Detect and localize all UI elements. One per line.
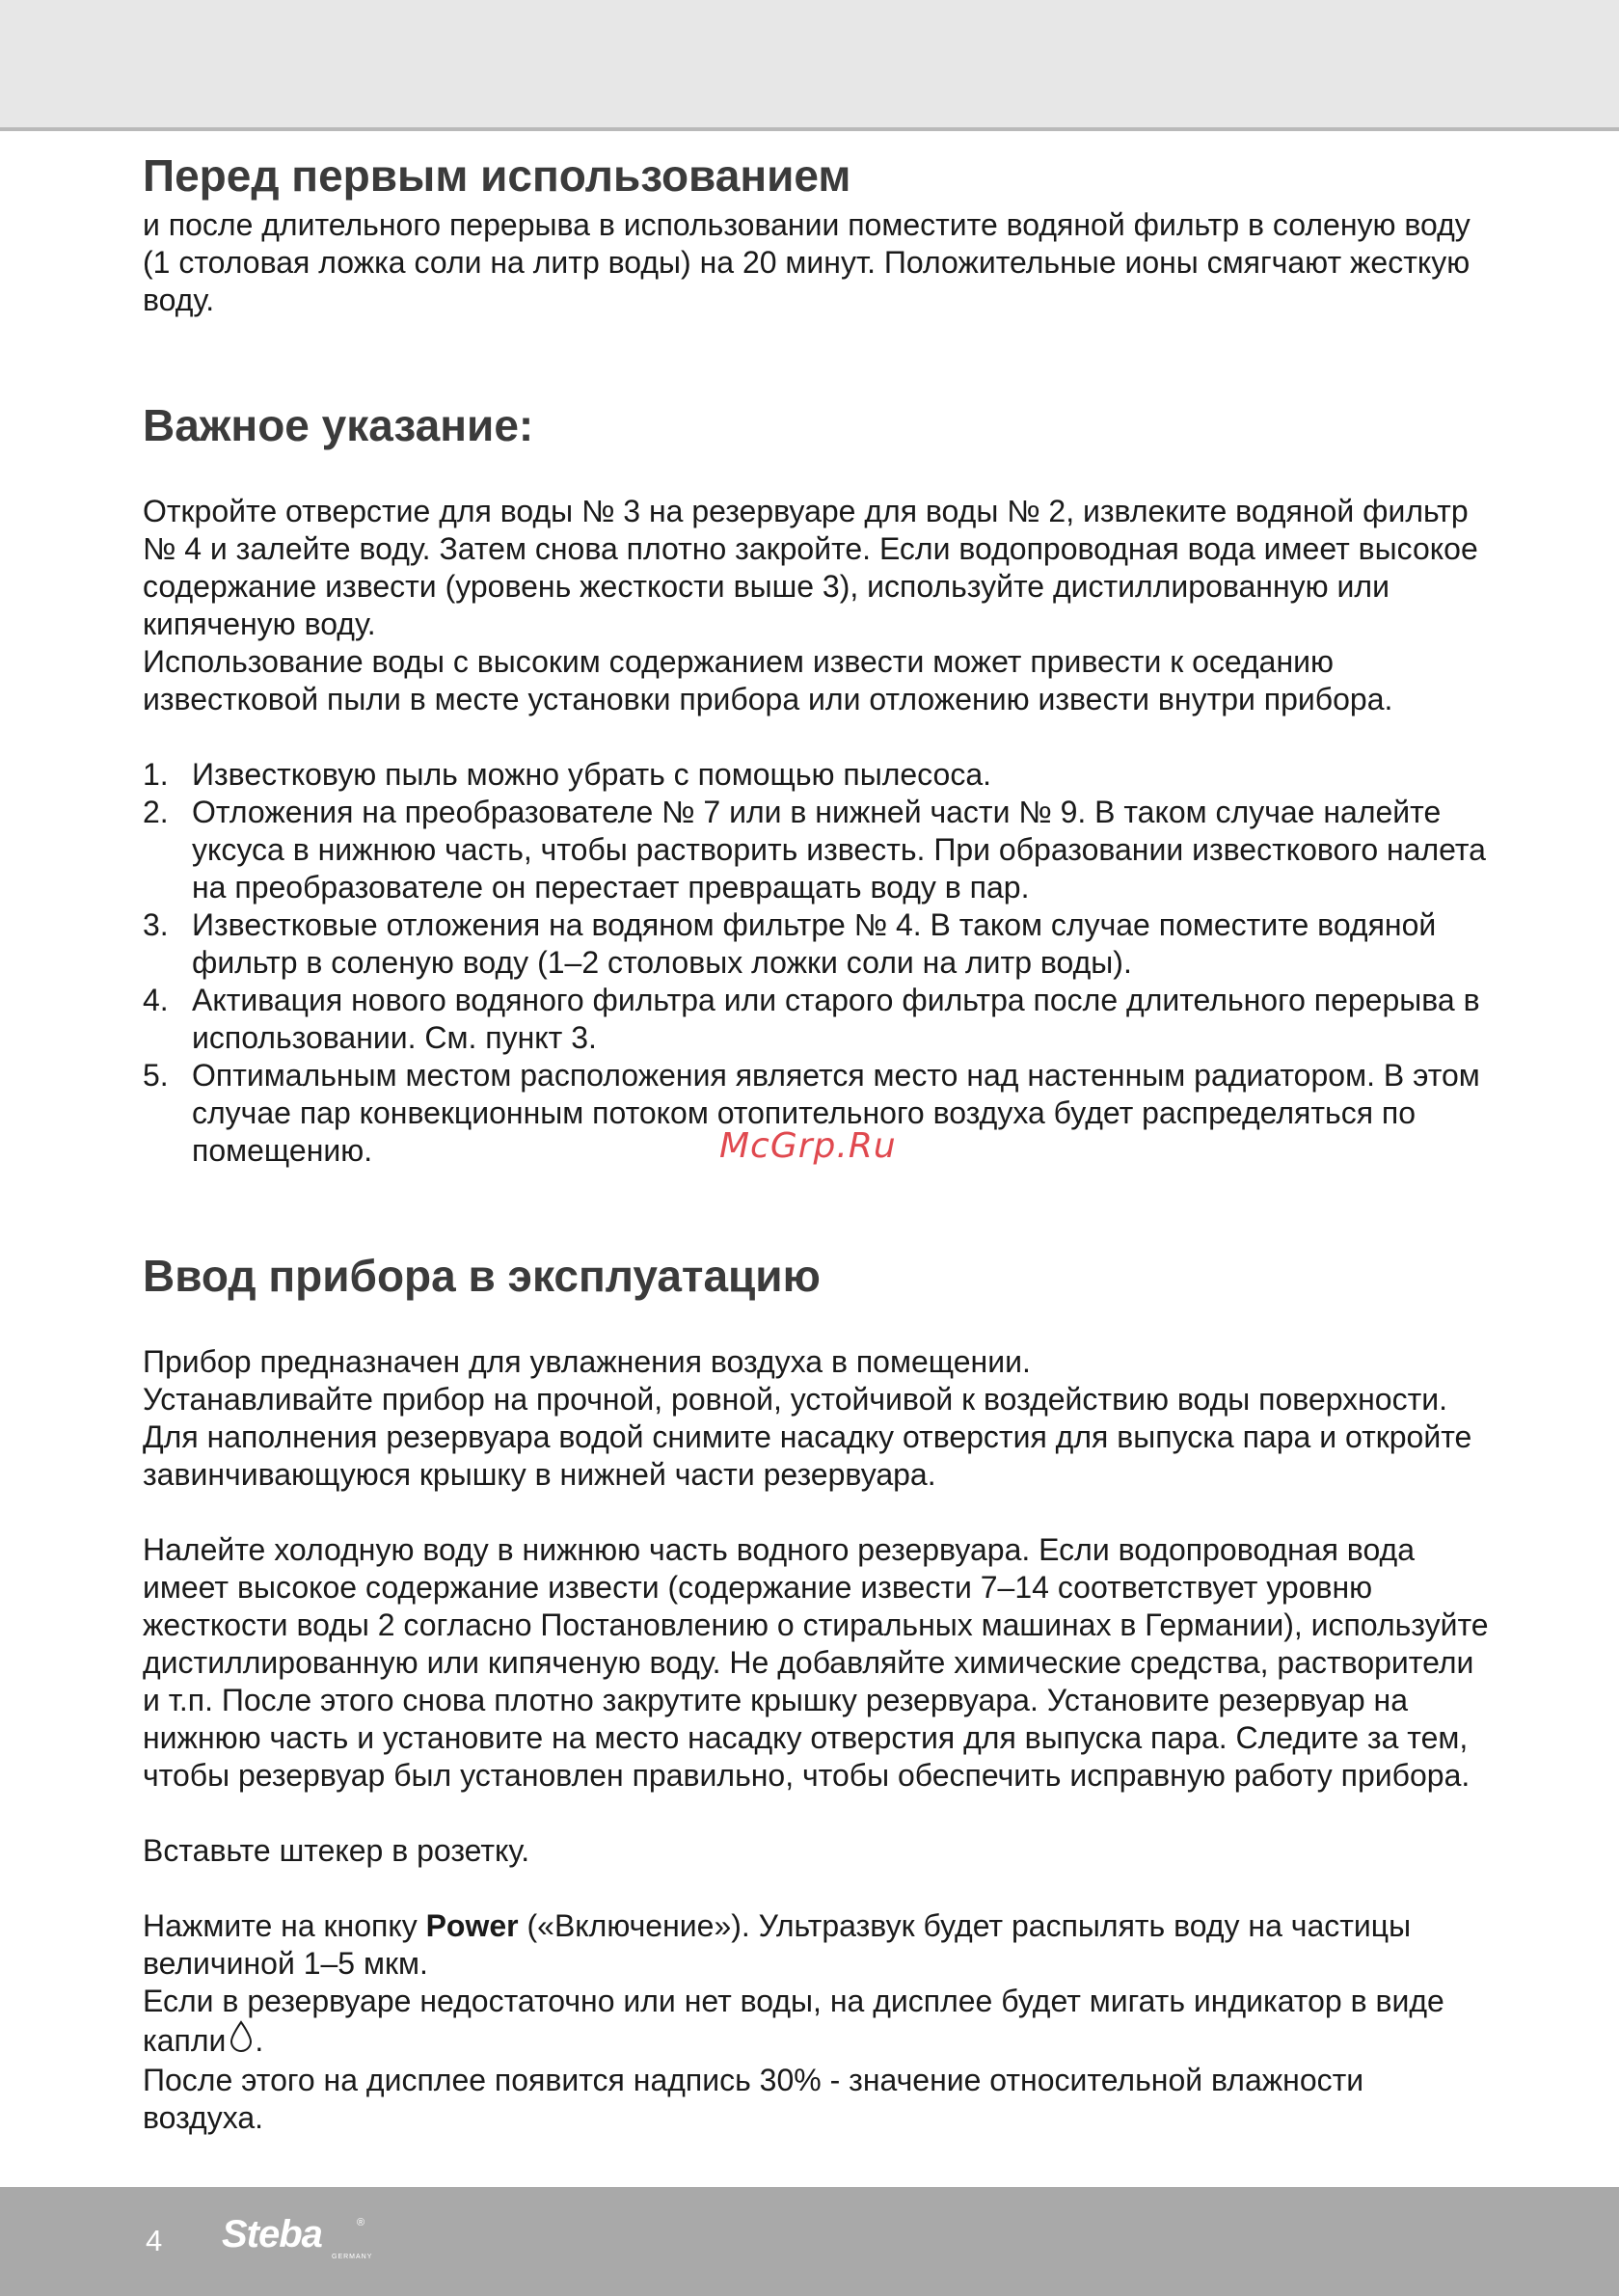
water-drop-icon [228,2020,255,2062]
section-title-first-use: Перед первым использованием [143,150,851,201]
logo-subtext: GERMANY [332,2254,373,2260]
list-item-text: Оптимальным местом расположения является место над настенным радиатором. В этом случае пар конвекционным потоком отопительного воздуха будет распределяться по помещению. [192,1058,1480,1168]
header-band [0,0,1619,131]
list-item-text: Активация нового водяного фильтра или старого фильтра после длительного перерыва в использовании. См. пункт 3. [192,983,1480,1055]
important-paragraph-2: Использование воды с высоким содержанием извести может привести к оседанию известковой пыли в месте установки прибора или отложению извести внутри прибора. [143,644,1393,716]
operation-paragraph-5: Если в резервуаре недостаточно или нет воды, на дисплее будет мигать индикатор в виде капли . [143,1983,1493,2062]
important-paragraph-1: Откройте отверстие для воды № 3 на резервуаре для воды № 2, извлеките водяной фильтр № 4 и залейте воду. Затем снова плотно закройте. Если водопроводная вода имеет высокое содержание извести (уровень жесткости выше 3), используйте дистиллированную или кипяченую воду. [143,494,1478,641]
list-item [143,756,1493,794]
section-title-important: Важное указание: [143,400,534,450]
list-item-number: 3. [143,907,169,942]
list-item-number: 1. [143,757,169,792]
logo-text: Steba [222,2213,322,2255]
operation-paragraph-1b: Устанавливайте прибор на прочной, ровной, устойчивой к воздействию воды поверхности. Для наполнения резервуара водой снимите насадку отверстия для выпуска пара и откройте завинчивающуюся крышку в нижней части резервуара. [143,1382,1472,1492]
list-item-number: 5. [143,1058,169,1093]
power-label: Power [425,1908,519,1943]
list-item-text: Известковую пыль можно убрать с помощью пылесоса. [192,757,992,792]
operation-paragraph-3: Вставьте штекер в розетку. [143,1833,530,1868]
operation-paragraph-4: Нажмите на кнопку Power («Включение»). Ультразвук будет распылять воду на частицы величиной 1–5 мкм. [143,1908,1412,1981]
operation-paragraph-2: Налейте холодную воду в нижнюю часть водного резервуара. Если водопроводная вода имеет высокое содержание извести (содержание извести 7–14 соответствует уровню жесткости воды 2 согласно Постановлению о стиральных машинах в Германии), используйте дистиллированную или кипяченую воду. Не добавляйте химические средства, растворители и т.п. После этого снова плотно закрутите крышку резервуара. Установите резервуар на нижнюю часть и установите на место насадку отверстия для выпуска пара. Следите за тем, чтобы резервуар был установлен правильно, чтобы обеспечить исправную работу прибора. [143,1532,1489,1793]
operation-paragraph-1a: Прибор предназначен для увлажнения воздуха в помещении. [143,1344,1031,1379]
list-item-text: Известковые отложения на водяном фильтре № 4. В таком случае поместите водяной фильтр в соленую воду (1–2 столовых ложки соли на литр воды). [192,907,1437,980]
operation-paragraph-6: После этого на дисплее появится надпись 30% - значение относительной влажности воздуха. [143,2063,1364,2135]
page-number: 4 [146,2224,163,2257]
steba-logo [220,2212,384,2267]
list-item-number: 2. [143,795,169,829]
watermark: McGrp.Ru [719,1126,897,1166]
list-item-number: 4. [143,983,169,1017]
list-item [143,982,1493,1057]
limescale-list [143,756,1493,1170]
first-use-text: и после длительного перерыва в использовании поместите водяной фильтр в соленую воду (1 столовая ложка соли на литр воды) на 20 минут. Положительные ионы смягчают жесткую воду. [143,207,1471,317]
list-item [143,794,1493,906]
list-item-text: Отложения на преобразователе № 7 или в нижней части № 9. В таком случае налейте уксуса в нижнюю часть, чтобы растворить известь. При образовании известкового налета на преобразователе он перестает превращать воду в пар. [192,795,1486,905]
svg-text:®: ® [357,2217,365,2228]
list-item [143,906,1493,982]
section-title-operation: Ввод прибора в эксплуатацию [143,1251,821,1301]
